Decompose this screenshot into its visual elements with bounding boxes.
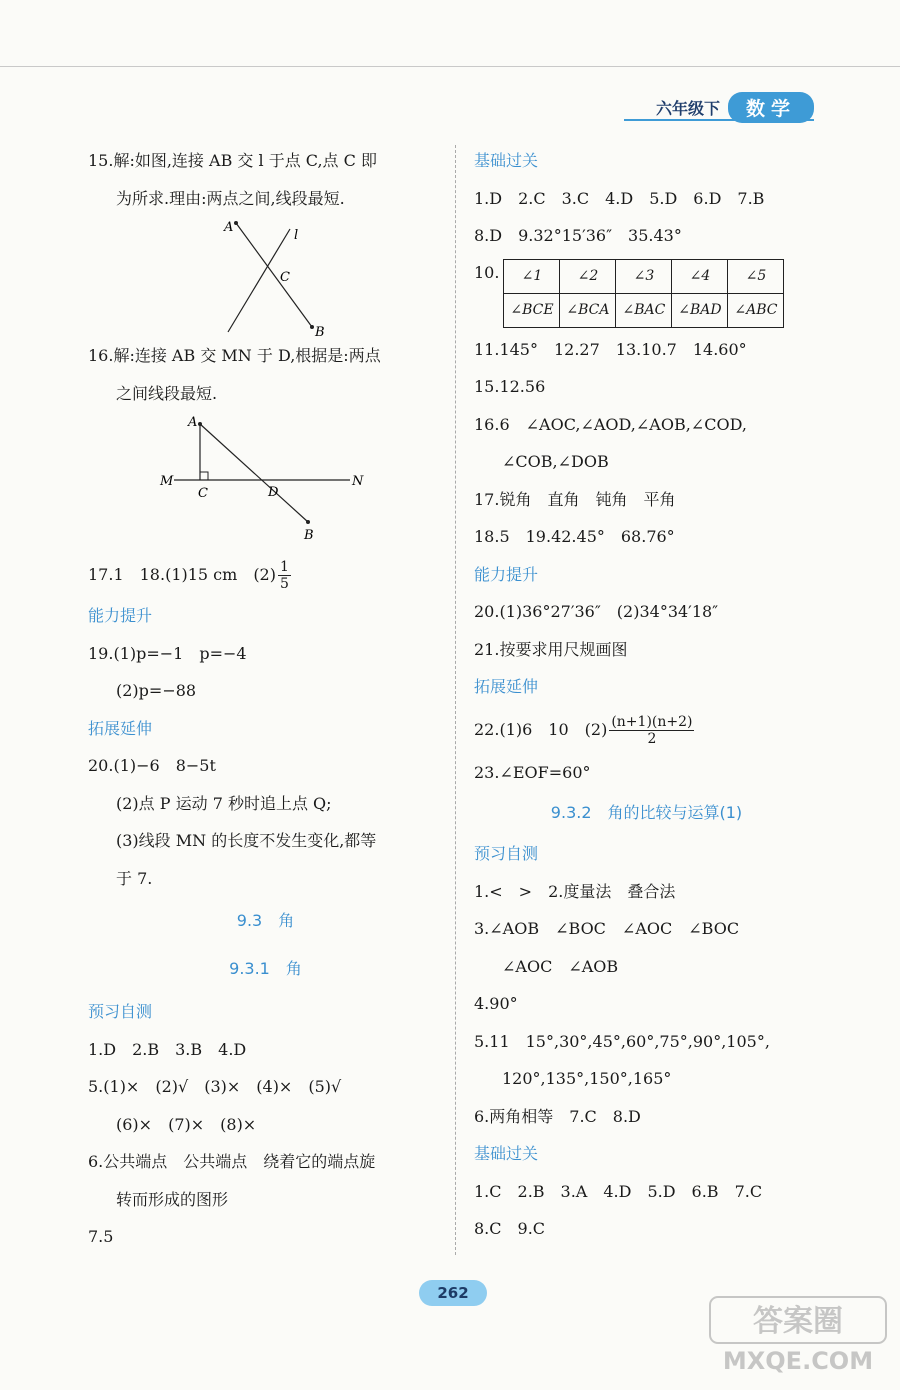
table-cell: ∠5: [728, 259, 784, 293]
table-cell: ∠BCE: [504, 293, 560, 327]
answer-s3-line1: 3.∠AOB ∠BOC ∠AOC ∠BOC: [474, 919, 740, 938]
right-column: [474, 142, 819, 1248]
section-basic-2: 基础过关: [474, 1144, 539, 1163]
angle-table: [503, 259, 784, 328]
figure-line-mn: [88, 412, 443, 552]
answer-20-line1: 20.(1)−6 8−5t: [88, 756, 216, 775]
answer-r22: [474, 706, 819, 754]
table-cell: ∠BAC: [616, 293, 672, 327]
fig2-label-b: B: [304, 528, 314, 543]
grade-label: 六年级下: [655, 98, 720, 118]
fig1-label-l: l: [294, 228, 299, 243]
answer-r11: 11.145° 12.27 13.10.7 14.60°: [474, 339, 747, 359]
answer-s5-line1: 5.11 15°,30°,45°,60°,75°,90°,105°,: [474, 1031, 770, 1051]
angle-table-head: [504, 259, 784, 293]
figure-line-ab-l: [88, 217, 443, 337]
chapter-title-9-3: 9.3 角: [236, 911, 295, 930]
answer-r15: 15.12.56: [474, 377, 546, 396]
fig2-label-d: D: [268, 485, 279, 500]
answer-17-18: [88, 552, 443, 597]
table-cell: ∠1: [504, 259, 560, 293]
section-title-9-3-1: 9.3.1 角: [229, 959, 302, 978]
answer-16-line1: 16.解:连接 AB 交 MN 于 D,根据是:两点: [88, 346, 381, 365]
answer-r10: [474, 255, 819, 331]
answer-r10-label: 10.: [474, 262, 500, 282]
fraction-denominator: 2: [647, 730, 657, 747]
answer-s1: 1.< > 2.度量法 叠合法: [474, 881, 676, 901]
answer-s6: 6.两角相等 7.C 8.D: [474, 1106, 641, 1126]
section-ability-2: 能力提升: [474, 564, 539, 584]
answer-r16-line2: ∠COB,∠DOB: [502, 452, 609, 471]
answer-p5-line2: (6)× (7)× (8)×: [116, 1114, 257, 1134]
fraction-one-fifth: [278, 559, 291, 592]
fig1-label-c: C: [280, 270, 290, 285]
answer-15-line2: 为所求.理由:两点之间,线段最短.: [116, 188, 345, 208]
answer-r18: 18.5 19.42.45° 68.76°: [474, 527, 675, 546]
answer-r20: 20.(1)36°27′36″ (2)34°34′18″: [474, 602, 719, 621]
subject-badge: 数学: [728, 92, 814, 123]
answer-r21: 21.按要求用尺规画图: [474, 639, 628, 659]
answer-r16-line1: 16.6 ∠AOC,∠AOD,∠AOB,∠COD,: [474, 414, 747, 434]
section-preview-2: 预习自测: [474, 844, 539, 863]
table-cell: ∠ABC: [728, 293, 784, 327]
section-ability: 能力提升: [88, 606, 153, 625]
table-cell: ∠BCA: [560, 293, 616, 327]
answer-16-line2: 之间线段最短.: [116, 383, 218, 403]
svg-text:MXQE.COM: MXQE.COM: [722, 1347, 874, 1375]
watermark-logo: [708, 1293, 888, 1378]
fraction-n-expression: [609, 714, 694, 747]
top-rule: [0, 66, 900, 67]
section-basic-1: 基础过关: [474, 151, 539, 170]
answer-p6-line1: 6.公共端点 公共端点 绕着它的端点旋: [88, 1152, 376, 1171]
header-underline: [624, 119, 814, 121]
answer-19-line1: 19.(1)p=−1 p=−4: [88, 643, 247, 663]
answer-p1: 1.D 2.B 3.B 4.D: [88, 1039, 247, 1059]
fig2-label-c: C: [198, 486, 208, 501]
answer-20-line4: 于 7.: [116, 868, 153, 888]
answer-19-line2: (2)p=−88: [116, 681, 197, 700]
fig2-label-m: M: [160, 474, 174, 489]
section-preview: 预习自测: [88, 1002, 153, 1021]
answer-s3-line2: ∠AOC ∠AOB: [502, 956, 619, 976]
answer-15-line1: 15.解:如图,连接 AB 交 l 于点 C,点 C 即: [88, 151, 377, 170]
answer-r22-text: 22.(1)6 10 (2): [474, 719, 608, 739]
answer-t1: 1.C 2.B 3.A 4.D 5.D 6.B 7.C: [474, 1181, 763, 1201]
table-cell: ∠2: [560, 259, 616, 293]
answer-17-18-text: 17.1 18.(1)15 cm (2): [88, 565, 276, 584]
fig1-label-a: A: [224, 220, 234, 235]
answer-s5-line2: 120°,135°,150°,165°: [502, 1069, 672, 1088]
section-extension-2: 拓展延伸: [474, 677, 539, 696]
answer-t8: 8.C 9.C: [474, 1219, 546, 1238]
answer-r23: 23.∠EOF=60°: [474, 762, 591, 782]
section-title-9-3-2: 9.3.2 角的比较与运算(1): [550, 803, 743, 822]
answer-20-line3: (3)线段 MN 的长度不发生变化,都等: [116, 831, 377, 850]
svg-text:答案圈: 答案圈: [753, 1304, 843, 1339]
angle-table-row: [504, 293, 784, 327]
answer-s4: 4.90°: [474, 994, 518, 1013]
section-extension: 拓展延伸: [88, 718, 153, 738]
column-divider: [455, 145, 456, 1255]
fraction-numerator: (n+1)(n+2): [611, 713, 693, 730]
answer-p7: 7.5: [88, 1227, 114, 1246]
fraction-denominator: 5: [279, 576, 289, 592]
table-cell: ∠4: [672, 259, 728, 293]
table-cell: ∠BAD: [672, 293, 728, 327]
fig1-label-b: B: [315, 325, 325, 337]
answer-r1: 1.D 2.C 3.C 4.D 5.D 6.D 7.B: [474, 188, 765, 208]
page-header: [656, 92, 814, 122]
page-number: 262: [419, 1280, 487, 1306]
answer-20-line2: (2)点 P 运动 7 秒时追上点 Q;: [116, 793, 332, 813]
answer-p5-line1: 5.(1)× (2)√ (3)× (4)× (5)√: [88, 1077, 342, 1096]
fraction-numerator: 1: [279, 559, 289, 575]
left-column: [88, 142, 443, 1256]
fig2-label-n: N: [352, 474, 364, 489]
table-cell: ∠3: [616, 259, 672, 293]
answer-p6-line2: 转而形成的图形: [116, 1189, 229, 1209]
answer-r17: 17.锐角 直角 钝角 平角: [474, 489, 676, 509]
answer-r8: 8.D 9.32°15′36″ 35.43°: [474, 226, 682, 245]
fig2-label-a: A: [188, 415, 198, 430]
